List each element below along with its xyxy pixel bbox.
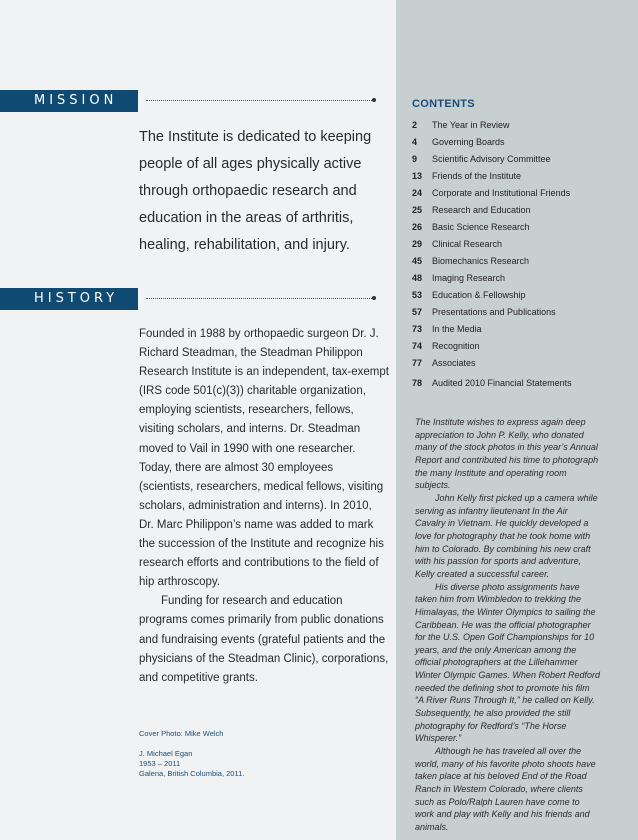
contents-list xyxy=(412,116,632,391)
history-paragraph: Funding for research and education programs comes primarily from public donations and fundraising events (grateful patients and the physicians of the Steadman Clinic), corporations, and competitive grants. xyxy=(139,595,389,684)
history-paragraph: Founded in 1988 by orthopaedic surgeon Dr. J. Richard Steadman, the Steadman Philippon Research Institute is an independent, tax-exempt (IRS code 501(c)(3)) charitable organization, employing scientists, researchers, fellows, visiting scholars, and interns. Dr. Steadman moved to Vail in 1990 with one researcher. Today, there are almost 30 employees (scientists, researchers, medical fellows, visiting scholars, administration and interns). In 2010, Dr. Marc Philippon’s name was added to mark the succession of the Institute and recognize his research efforts and contributions to the field of hip arthroscopy. xyxy=(139,328,389,589)
contents-item[interactable] xyxy=(412,116,632,133)
contents-page-number: 74 xyxy=(412,340,423,351)
contents-label: Recognition xyxy=(432,340,480,351)
contents-page-number: 73 xyxy=(412,323,423,334)
photo-credits xyxy=(139,729,389,779)
contents-item[interactable] xyxy=(412,320,632,337)
contents-label: In the Media xyxy=(432,323,482,334)
history-body xyxy=(139,325,389,688)
contents-label: Friends of the Institute xyxy=(432,170,522,181)
contents-item[interactable] xyxy=(412,218,632,235)
credit-name: J. Michael Egan xyxy=(139,749,193,758)
credit-years: 1953 – 2011 xyxy=(139,759,181,768)
contents-page-number: 78 xyxy=(412,377,423,388)
credit-place: Galena, British Columbia, 2011. xyxy=(139,769,245,778)
contents-page-number: 24 xyxy=(412,187,423,198)
contents-item[interactable] xyxy=(412,303,632,320)
contents-item[interactable] xyxy=(412,252,632,269)
cover-photo-credit: Cover Photo: Mike Welch xyxy=(139,729,224,738)
contents-item[interactable] xyxy=(412,269,632,286)
contents-label: The Year in Review xyxy=(432,119,510,130)
contents-label: Scientific Advisory Committee xyxy=(432,153,551,164)
mission-heading: MISSION xyxy=(0,90,138,112)
note-paragraph: The Institute wishes to express again deep appreciation to John P. Kelly, who donated many of the stock photos in this year’s Annual Report and contributed his time to photograph the many Institute and operating room subjects. xyxy=(415,417,599,491)
contents-label: Corporate and Institutional Friends xyxy=(432,187,571,198)
contents-page-number: 57 xyxy=(412,306,423,317)
contents-page-number: 2 xyxy=(412,119,418,130)
contents-page-number: 25 xyxy=(412,204,423,215)
contents-label: Basic Science Research xyxy=(432,221,530,232)
note-paragraph: Although he has traveled all over the world, many of his favorite photo shoots have taken place at his beloved End of the Road Ranch in Western Colorado, where clients such as Polo/Ralph Lauren have come to work and play with Kelly and his friends and animals. xyxy=(415,746,596,832)
contents-item[interactable] xyxy=(412,201,632,218)
history-heading: HISTORY xyxy=(0,288,138,310)
contents-page-number: 9 xyxy=(412,153,418,164)
contents-item[interactable] xyxy=(412,235,632,252)
contents-item[interactable] xyxy=(412,184,632,201)
contents-label: Associates xyxy=(432,357,476,368)
contents-item[interactable] xyxy=(412,354,632,371)
contents-page-number: 26 xyxy=(412,221,423,232)
contents-item[interactable] xyxy=(412,150,632,167)
contents-label: Audited 2010 Financial Statements xyxy=(432,377,572,388)
note-paragraph: John Kelly first picked up a camera while serving as infantry lieutenant In the Air Cavalry in Vietnam. He quickly developed a love for photography that he took home with him to Colorado. By combining his new craft with his passion for sports and adventure, Kelly created a successful career. xyxy=(415,492,598,579)
contents-item[interactable] xyxy=(412,337,632,354)
contents-page-number: 45 xyxy=(412,255,423,266)
contents-item[interactable] xyxy=(412,374,632,391)
contents-label: Presentations and Publications xyxy=(432,306,556,317)
contents-page-number: 13 xyxy=(412,170,423,181)
contents-label: Biomechanics Research xyxy=(432,255,530,266)
contents-title: CONTENTS xyxy=(412,98,475,110)
note-paragraph: His diverse photo assignments have taken him from Wimbledon to trekking the Himalayas, the Winter Olympics to sailing the Caribbean. He was the official photographer for the U.S. Open Golf Championships for 10 years, and the only American among the official photographers at the Lillehammer Winter Olympic Games. When Robert Redford needed the defining shot to promote his film “A River Runs Through It,” he called on Kelly. Subsequently, he also provided the still photography for Redford’s “The Horse Whisperer.” xyxy=(415,581,600,744)
contents-page-number: 29 xyxy=(412,238,423,249)
contents-label: Research and Education xyxy=(432,204,531,215)
contents-label: Clinical Research xyxy=(432,238,503,249)
photographer-acknowledgement xyxy=(415,416,600,834)
mission-divider xyxy=(146,100,374,101)
contents-page-number: 4 xyxy=(412,136,418,147)
contents-page-number: 53 xyxy=(412,289,423,300)
contents-label: Imaging Research xyxy=(432,272,506,283)
contents-item[interactable] xyxy=(412,133,632,150)
contents-page-number: 48 xyxy=(412,272,423,283)
contents-label: Education & Fellowship xyxy=(432,289,526,300)
contents-label: Governing Boards xyxy=(432,136,505,147)
contents-item[interactable] xyxy=(412,167,632,184)
contents-item[interactable] xyxy=(412,286,632,303)
mission-statement: The Institute is dedicated to keeping people of all ages physically active through orthopaedic research and education in the areas of arthritis, healing, rehabilitation, and injury. xyxy=(139,129,372,253)
history-divider xyxy=(146,298,374,299)
contents-page-number: 77 xyxy=(412,357,423,368)
